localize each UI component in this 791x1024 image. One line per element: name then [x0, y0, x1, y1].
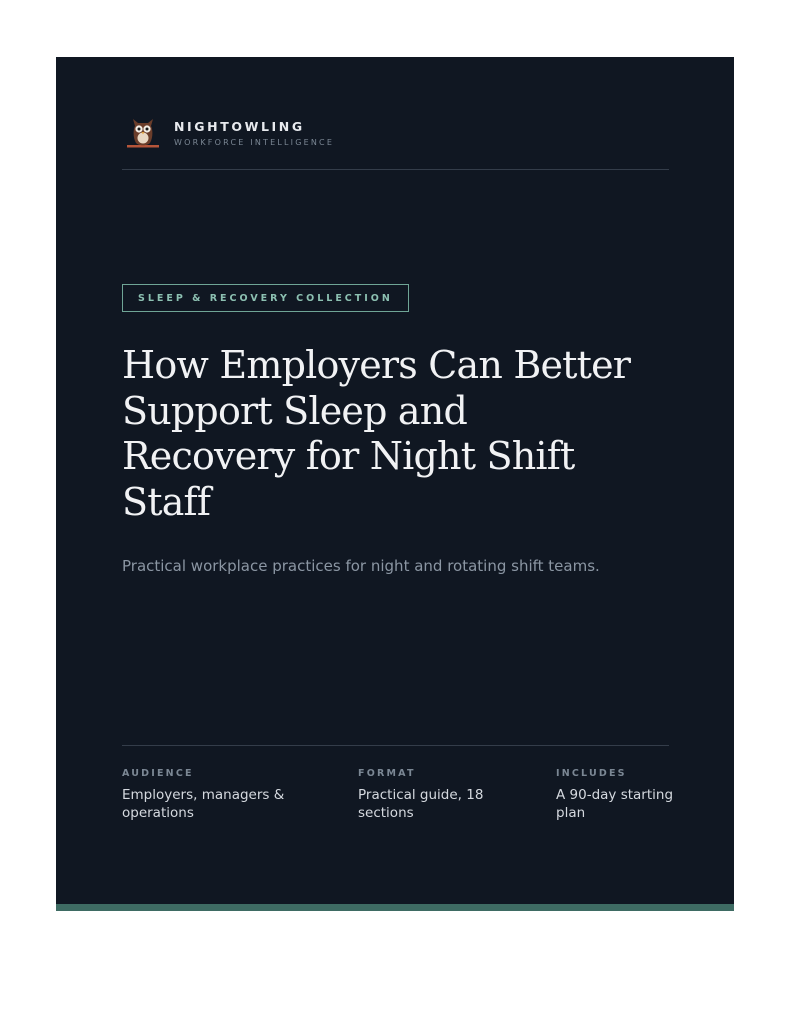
document-subtitle: Practical workplace practices for night and rotating shift teams.	[122, 557, 600, 575]
brand-header	[126, 115, 334, 151]
meta-value: Practical guide, 18 sections	[358, 787, 484, 821]
brand-tagline: WORKFORCE INTELLIGENCE	[174, 137, 335, 147]
owl-icon	[126, 116, 160, 150]
brand-text	[174, 119, 334, 148]
brand-name: NIGHTOWLING	[174, 118, 305, 134]
accent-band	[56, 904, 734, 911]
meta-audience	[122, 768, 322, 822]
meta-format	[358, 768, 528, 822]
meta-value: Employers, managers & operations	[122, 787, 285, 821]
meta-label: INCLUDES	[556, 768, 627, 779]
meta-value: A 90-day starting plan	[556, 787, 674, 821]
top-divider	[122, 169, 669, 170]
bottom-divider	[122, 745, 669, 746]
document-title: How Employers Can Better Support Sleep and Recovery for Night Shift Staff	[122, 343, 631, 524]
cover-panel	[56, 57, 734, 911]
meta-label: FORMAT	[358, 768, 416, 779]
meta-includes	[556, 768, 686, 822]
meta-label: AUDIENCE	[122, 768, 194, 779]
collection-tag: SLEEP & RECOVERY COLLECTION	[122, 284, 409, 312]
